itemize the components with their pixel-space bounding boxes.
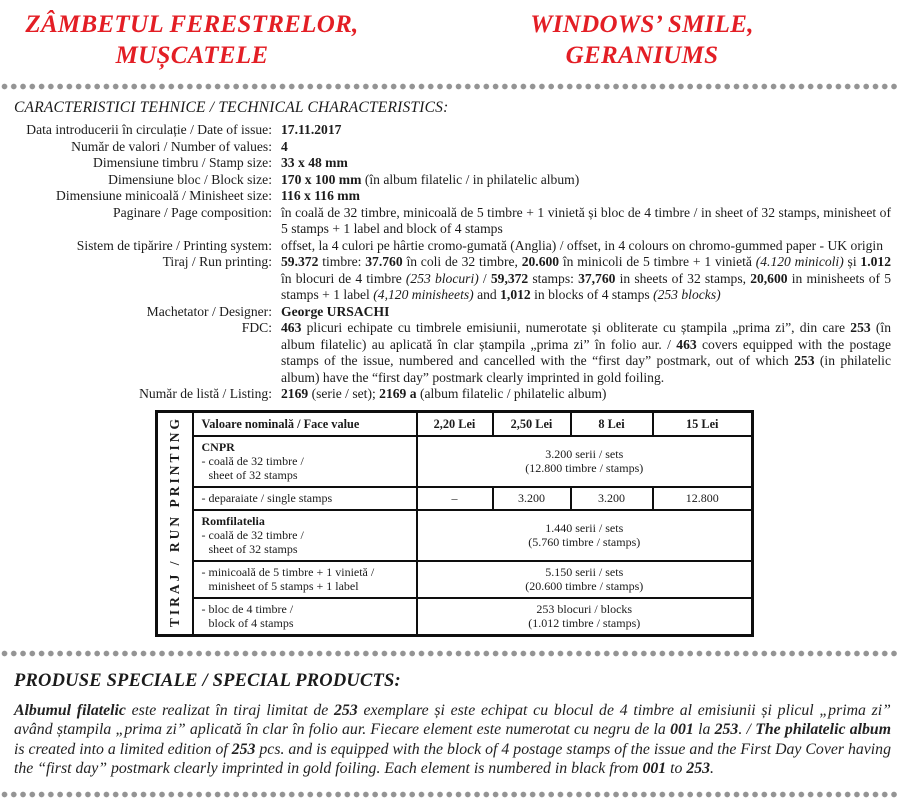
col-header-8-lei: 8 Lei [571, 411, 653, 436]
value-line: 1.440 serii / sets [545, 521, 624, 535]
table-row-block [157, 598, 753, 636]
vertical-label-tiraj-run-printing: TIRAJ / RUN PRINTING [166, 415, 182, 628]
col-header-2-50-lei: 2,50 Lei [493, 411, 571, 436]
row-line: - minicoală de 5 timbre + 1 vinietă / [201, 564, 375, 579]
col-header-face-value: Valoare nominală / Face value [193, 411, 417, 436]
title-block [0, 0, 900, 71]
col-header-2-20-lei: 2,20 Lei [417, 411, 493, 436]
dotted-separator-bottom [0, 790, 900, 799]
row-line: - bloc de 4 timbre / [201, 601, 294, 616]
value-line: (12.800 timbre / stamps) [525, 461, 644, 475]
value-line: 5.150 serii / sets [545, 565, 624, 579]
dotted-separator-middle [0, 649, 900, 658]
row-line: block of 4 stamps [208, 615, 294, 630]
row-value-cnpr-sheet [417, 436, 753, 487]
row-value-romfilatelia-sheet [417, 510, 753, 561]
title-romanian [0, 9, 384, 71]
char-value: 463 plicuri echipate cu timbrele emisiunii, numerotate și obliterate cu ștampila „prima zi”, din care 253 (în album filatelic) au aplicată în clar ștampila „prima zi” în folio aur. / 463 covers equipped with the postage stamps of the issue, numbered and cancelled with the “first day” postmark, out of which 253 (in philatelic album) have the “first day” postmark clearly imprinted in gold foiling. [281, 320, 892, 385]
value-line: 3.200 serii / sets [545, 447, 624, 461]
title-english [384, 9, 900, 71]
char-value: 33 x 48 mm [281, 155, 348, 170]
characteristics-list [0, 121, 900, 403]
row-title: Romfilatelia [201, 513, 265, 528]
char-value: offset, la 4 culori pe hârtie cromo-gumată (Anglia) / offset, in 4 colours on chromo-gummed paper - UK origin [281, 237, 883, 253]
table-row-minisheet [157, 561, 753, 598]
col-header-15-lei: 15 Lei [653, 411, 753, 436]
row-label-single-stamps: - deparaiate / single stamps [193, 487, 417, 510]
char-label: Data introducerii în circulație / Date of issue: [26, 122, 272, 137]
char-value: 59.372 timbre: 37.760 în coli de 32 timbre, 20.600 în minicoli de 5 timbre + 1 vinietă (4.120 minicoli) și 1.012 în blocuri de 4 timbre (253 blocuri) / 59,372 stamps: 37,760 in sheets of 32 stamps, 20,600 in minisheets of 5 stamps + 1 label (4,120 minisheets) and 1,012 in blocks of 4 stamps (253 blocks) [281, 254, 891, 302]
title-romanian-line1: ZÂMBETUL FERESTRELOR, [25, 11, 359, 38]
cell-single-2-50: 3.200 [493, 487, 571, 510]
char-label: Dimensiune bloc / Block size: [108, 171, 272, 187]
title-romanian-line2: MUȘCATELE [115, 42, 269, 69]
table-row-romfilatelia-sheet [157, 510, 753, 561]
dotted-separator-top [0, 82, 900, 91]
row-line: - coală de 32 timbre / [201, 527, 304, 542]
char-label: FDC: [241, 320, 272, 335]
row-label-romfilatelia-sheet [193, 510, 417, 561]
row-line: sheet of 32 stamps [208, 541, 298, 556]
char-label: Număr de valori / Number of values: [71, 138, 272, 154]
run-printing-table [155, 410, 754, 637]
tech-characteristics-heading: CARACTERISTICI TEHNICE / TECHNICAL CHARACTERISTICS: [14, 99, 449, 116]
special-products-heading: PRODUSE SPECIALE / SPECIAL PRODUCTS: [14, 670, 401, 691]
cell-single-8: 3.200 [571, 487, 653, 510]
cell-single-15: 12.800 [653, 487, 753, 510]
value-line: 253 blocuri / blocks [536, 602, 633, 616]
table-vertical-label-cell [157, 411, 193, 635]
row-title: CNPR [201, 439, 235, 454]
row-label-minisheet [193, 561, 417, 598]
row-value-minisheet [417, 561, 753, 598]
char-value: 170 x 100 mm (în album filatelic / in philatelic album) [281, 171, 580, 187]
value-line: (20.600 timbre / stamps) [525, 579, 644, 593]
char-label: Paginare / Page composition: [113, 204, 272, 220]
table-row-single-stamps [157, 487, 753, 510]
row-value-block [417, 598, 753, 636]
char-value: 2169 (serie / set); 2169 a (album filatelic / philatelic album) [281, 386, 607, 401]
row-line: - coală de 32 timbre / [201, 453, 304, 468]
char-label: Dimensiune timbru / Stamp size: [93, 155, 272, 170]
row-line: sheet of 32 stamps [208, 467, 298, 482]
row-label-cnpr-sheet [193, 436, 417, 487]
char-label: Dimensiune minicoală / Minisheet size: [56, 188, 272, 203]
row-label-block [193, 598, 417, 636]
table-row-cnpr-sheet [157, 436, 753, 487]
value-line: (1.012 timbre / stamps) [528, 616, 641, 630]
char-value: 4 [281, 138, 288, 154]
row-line: minisheet of 5 stamps + 1 label [208, 578, 359, 593]
title-english-line1: WINDOWS’ SMILE, [530, 11, 754, 38]
cell-single-2-20: – [417, 487, 493, 510]
char-label: Tiraj / Run printing: [162, 254, 272, 269]
char-label: Sistem de tipărire / Printing system: [76, 237, 272, 253]
title-english-line2: GERANIUMS [565, 42, 719, 69]
char-value: 116 x 116 mm [281, 188, 360, 203]
char-label: Număr de listă / Listing: [139, 386, 272, 401]
char-value: George URSACHI [281, 303, 390, 319]
char-value: 17.11.2017 [281, 122, 342, 137]
char-value: în coală de 32 timbre, minicoală de 5 timbre + 1 vinietă și bloc de 4 timbre / in sheet of 32 stamps, minisheet of 5 stamps + 1 label and block of 4 stamps [281, 204, 891, 236]
value-line: (5.760 timbre / stamps) [528, 535, 641, 549]
table-header-row [157, 411, 753, 436]
char-label: Machetator / Designer: [146, 303, 272, 319]
special-products-paragraph: Albumul filatelic este realizat în tiraj limitat de 253 exemplare și este echipat cu blocul de 4 timbre al emisiunii și plicul „prima zi” având ștampila „prima zi” aplicată în clar în folio aur. Fiecare element este numerotat cu negru de la 001 la 253. / The philatelic album is created into a limited edition of 253 pcs. and is equipped with the block of 4 postage stamps of the issue and the First Day Cover having the “first day” postmark clearly imprinted in gold foiling. Each element is numbered in black from 001 to 253. [14, 701, 891, 777]
